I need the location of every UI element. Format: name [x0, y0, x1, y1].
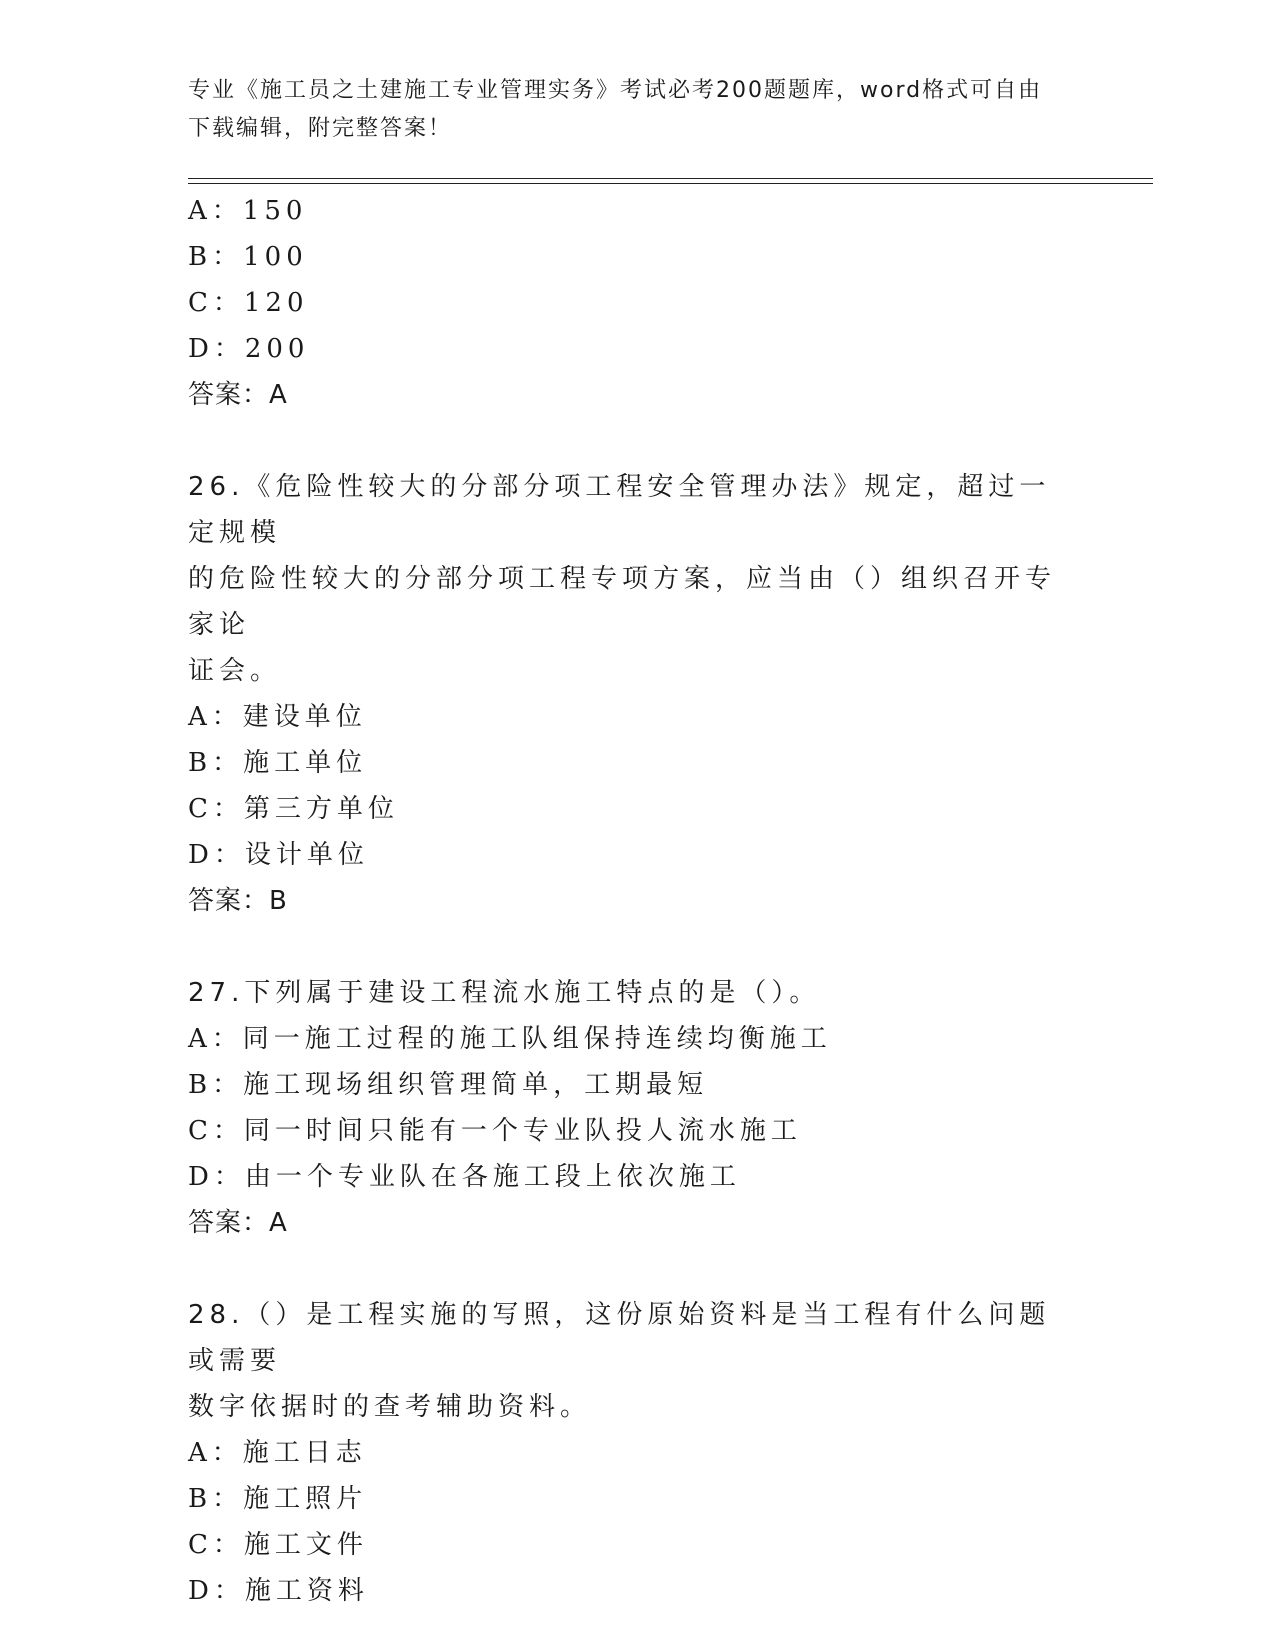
option-d: D：由一个专业队在各施工段上依次施工 [188, 1162, 741, 1192]
question-28 [188, 1292, 1088, 1614]
question-text-line-1: 27.下列属于建设工程流水施工特点的是（）。 [188, 978, 821, 1008]
option-d: D：施工资料 [188, 1576, 369, 1606]
option-d: D：200 [188, 334, 310, 364]
question-text-line-2: 的危险性较大的分部分项工程专项方案，应当由（）组织召开专家论 [188, 564, 1057, 640]
option-a: A：同一施工过程的施工队组保持连续均衡施工 [188, 1024, 832, 1054]
header-divider-top [188, 178, 1153, 179]
answer: 答案：A [188, 1208, 288, 1238]
question-text-line-2: 数字依据时的查考辅助资料。 [188, 1392, 592, 1422]
answer: 答案：B [188, 886, 288, 916]
option-a: A：施工日志 [188, 1438, 367, 1468]
option-a: A：150 [188, 196, 308, 226]
header-divider-bottom [188, 183, 1153, 184]
question-25 [188, 188, 1088, 418]
option-c: C：施工文件 [188, 1530, 368, 1560]
option-d: D：设计单位 [188, 840, 369, 870]
answer: 答案：A [188, 380, 288, 410]
option-b: B：100 [188, 242, 308, 272]
question-26 [188, 464, 1088, 924]
question-list [188, 188, 1088, 1614]
option-b: B：施工单位 [188, 748, 368, 778]
question-text-line-1: 26.《危险性较大的分部分项工程安全管理办法》规定，超过一定规模 [188, 472, 1051, 548]
spacer [188, 418, 1088, 464]
option-a: A：建设单位 [188, 702, 367, 732]
option-b: B：施工现场组织管理简单，工期最短 [188, 1070, 709, 1100]
option-c: C：同一时间只能有一个专业队投人流水施工 [188, 1116, 802, 1146]
spacer [188, 924, 1088, 970]
question-text-line-3: 证会。 [188, 656, 282, 686]
header-line-2: 下载编辑，附完整答案！ [188, 116, 453, 141]
spacer [188, 1246, 1088, 1292]
question-text-line-1: 28.（）是工程实施的写照，这份原始资料是当工程有什么问题或需要 [188, 1300, 1051, 1376]
header-line-1: 专业《施工员之土建施工专业管理实务》考试必考200题题库，word格式可自由 [188, 78, 1043, 103]
document-header [188, 72, 1068, 148]
option-c: C：120 [188, 288, 309, 318]
question-27 [188, 970, 1088, 1246]
option-b: B：施工照片 [188, 1484, 368, 1514]
option-c: C：第三方单位 [188, 794, 399, 824]
